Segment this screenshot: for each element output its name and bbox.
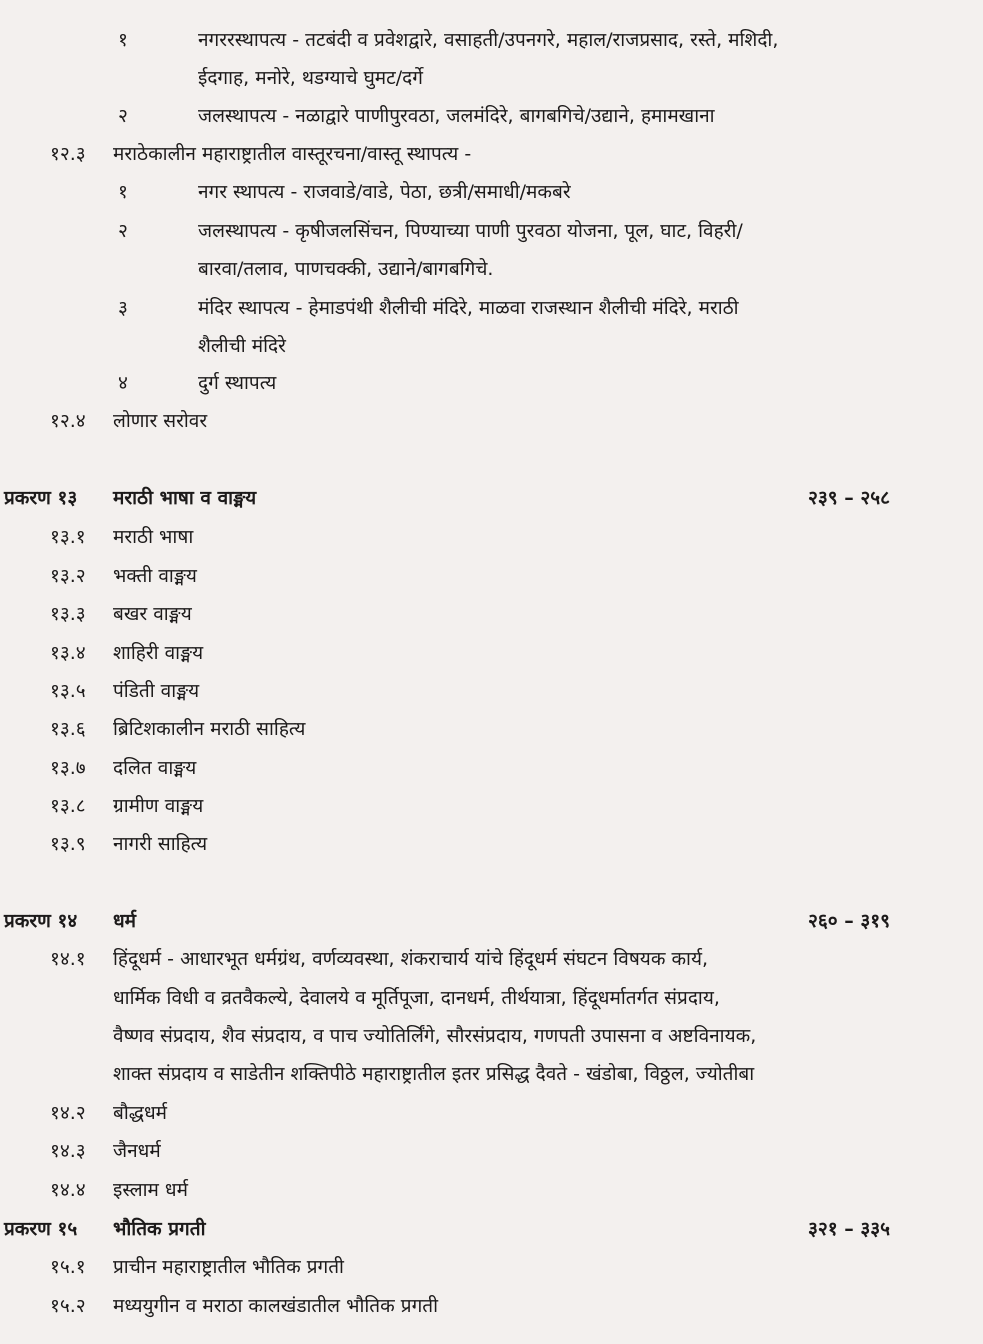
item-text: जलस्थापत्य - कृषीजलसिंचन, पिण्याच्या पाणी पुरवठा योजना, पूल, घाट, विहरी/ bbox=[198, 220, 743, 242]
section-number: १५.१ bbox=[50, 1256, 86, 1278]
section-title: इस्लाम धर्म bbox=[113, 1179, 188, 1201]
item-text: बारवा/तलाव, पाणचक्की, उद्याने/बागबगिचे. bbox=[198, 258, 494, 280]
section-text: वैष्णव संप्रदाय, शैव संप्रदाय, व पाच ज्योतिर्लिंगे, सौरसंप्रदाय, गणपती उपासना व अष्टविनायक, bbox=[113, 1025, 757, 1047]
chapter-pages: ३२१ – ३३५ bbox=[808, 1218, 891, 1240]
section-number: १२.४ bbox=[50, 410, 86, 432]
section-number: १३.८ bbox=[50, 795, 86, 817]
section-number: १३.६ bbox=[50, 718, 86, 740]
section-number: १५.२ bbox=[50, 1295, 86, 1317]
item-text: जलस्थापत्य - नळाद्वारे पाणीपुरवठा, जलमंदिरे, बागबगिचे/उद्याने, हमामखाना bbox=[198, 105, 715, 127]
item-number: २ bbox=[118, 105, 128, 127]
section-title: बखर वाङ्मय bbox=[113, 603, 192, 625]
chapter-label: प्रकरण १३ bbox=[4, 487, 78, 509]
chapter-label: प्रकरण १४ bbox=[4, 910, 78, 932]
chapter-pages: २६० – ३१९ bbox=[808, 910, 891, 932]
section-number: १४.३ bbox=[50, 1140, 86, 1162]
section-number: १३.९ bbox=[50, 833, 86, 855]
section-title: ब्रिटिशकालीन मराठी साहित्य bbox=[113, 718, 306, 740]
section-number: १२.३ bbox=[50, 143, 86, 165]
item-text: नगर स्थापत्य - राजवाडे/वाडे, पेठा, छत्री/समाधी/मकबरे bbox=[198, 181, 571, 203]
chapter-title: मराठी भाषा व वाङ्मय bbox=[113, 487, 257, 509]
section-number: १४.१ bbox=[50, 948, 86, 970]
section-title: शाहिरी वाङ्मय bbox=[113, 642, 204, 664]
section-title: प्राचीन महाराष्ट्रातील भौतिक प्रगती bbox=[113, 1256, 344, 1278]
section-number: १३.४ bbox=[50, 642, 86, 664]
section-title: भक्ती वाङ्मय bbox=[113, 565, 197, 587]
section-number: १३.१ bbox=[50, 526, 86, 548]
section-number: १४.२ bbox=[50, 1102, 86, 1124]
item-text: ईदगाह, मनोरे, थडग्याचे घुमट/दर्गे bbox=[198, 67, 423, 89]
section-title: पंडिती वाङ्मय bbox=[113, 680, 200, 702]
item-text: नगररस्थापत्य - तटबंदी व प्रवेशद्वारे, वसाहती/उपनगरे, महाल/राजप्रसाद, रस्ते, मशिदी, bbox=[198, 29, 779, 51]
section-title: मराठेकालीन महाराष्ट्रातील वास्तूरचना/वास्तू स्थापत्य - bbox=[113, 143, 472, 165]
section-text: शाक्त संप्रदाय व साडेतीन शक्तिपीठे महाराष्ट्रातील इतर प्रसिद्ध दैवते - खंडोबा, विठ्ठल, ज्योतीबा bbox=[113, 1063, 755, 1085]
chapter-title: भौतिक प्रगती bbox=[113, 1218, 206, 1240]
item-number: ४ bbox=[118, 372, 128, 394]
section-title: नागरी साहित्य bbox=[113, 833, 208, 855]
section-title: ग्रामीण वाङ्मय bbox=[113, 795, 204, 817]
item-text: दुर्ग स्थापत्य bbox=[198, 372, 277, 394]
section-number: १३.५ bbox=[50, 680, 86, 702]
section-text: धार्मिक विधी व व्रतवैकल्ये, देवालये व मूर्तिपूजा, दानधर्म, तीर्थयात्रा, हिंदूधर्मातर्गत संप्रदाय, bbox=[113, 987, 720, 1009]
chapter-pages: २३९ – २५८ bbox=[808, 487, 891, 509]
section-title: मराठी भाषा bbox=[113, 526, 194, 548]
chapter-label: प्रकरण १५ bbox=[4, 1218, 78, 1240]
item-number: १ bbox=[118, 29, 128, 51]
item-number: ३ bbox=[118, 297, 128, 319]
section-text: हिंदूधर्म - आधारभूत धर्मग्रंथ, वर्णव्यवस्था, शंकराचार्य यांचे हिंदूधर्म संघटन विषयक कार्य, bbox=[113, 948, 709, 970]
section-number: १३.७ bbox=[50, 757, 86, 779]
chapter-title: धर्म bbox=[113, 910, 137, 932]
section-number: १३.३ bbox=[50, 603, 86, 625]
section-number: १३.२ bbox=[50, 565, 86, 587]
section-title: लोणार सरोवर bbox=[113, 410, 208, 432]
item-number: २ bbox=[118, 220, 128, 242]
section-title: जैनधर्म bbox=[113, 1140, 161, 1162]
item-number: १ bbox=[118, 181, 128, 203]
section-title: बौद्धधर्म bbox=[113, 1102, 167, 1124]
item-text: शैलीची मंदिरे bbox=[198, 335, 286, 357]
section-title: मध्ययुगीन व मराठा कालखंडातील भौतिक प्रगती bbox=[113, 1295, 439, 1317]
section-number: १४.४ bbox=[50, 1179, 86, 1201]
item-text: मंदिर स्थापत्य - हेमाडपंथी शैलीची मंदिरे, माळवा राजस्थान शैलीची मंदिरे, मराठी bbox=[198, 297, 739, 319]
section-title: दलित वाङ्मय bbox=[113, 757, 197, 779]
